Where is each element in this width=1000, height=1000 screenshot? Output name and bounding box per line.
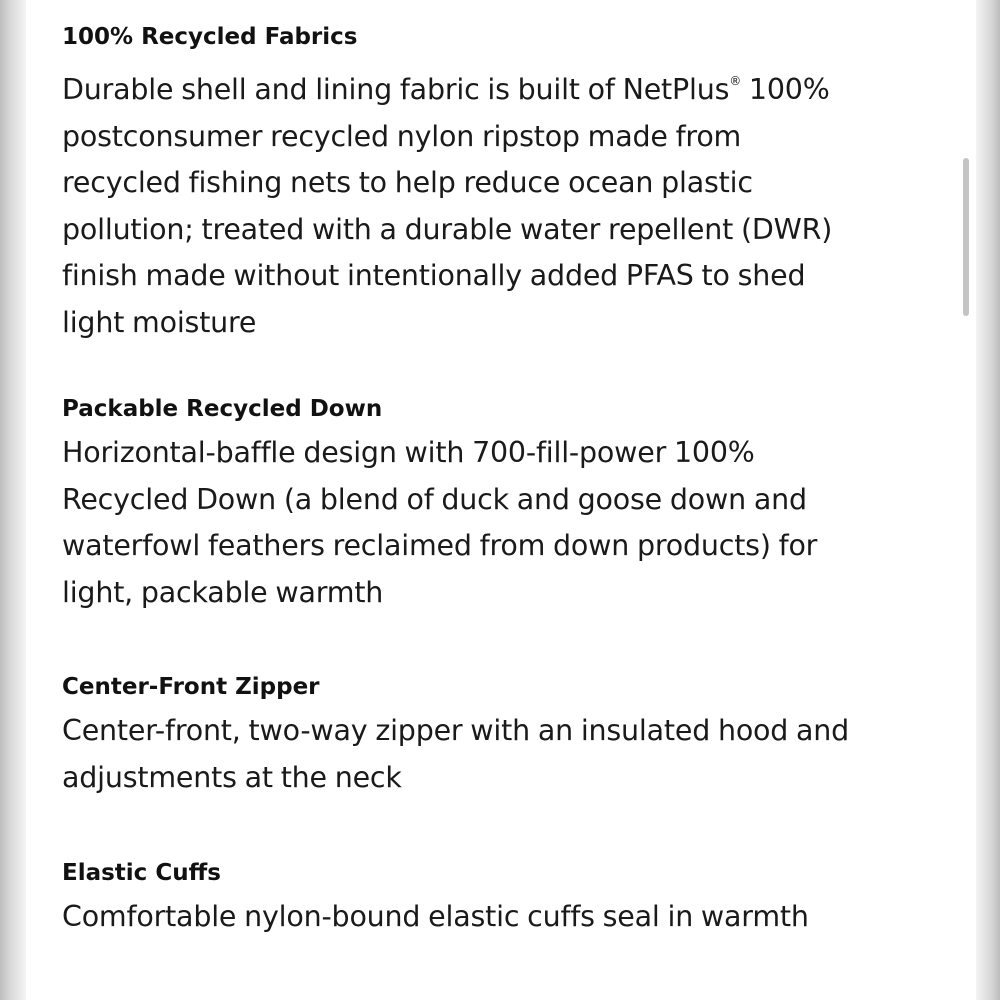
description-line: postconsumer recycled nylon ripstop made from xyxy=(62,119,742,153)
description-line: 100% xyxy=(741,73,830,106)
description-line: Recycled Down (a blend of duck and goose down and xyxy=(62,482,807,516)
feature-title: 100% Recycled Fabrics xyxy=(62,24,358,50)
feature-description xyxy=(62,58,942,346)
description-line: recycled fishing nets to help reduce ocean plastic xyxy=(62,166,753,199)
description-line: pollution; treated with a durable water repellent (DWR) xyxy=(62,212,833,246)
description-line: finish made without intentionally added PFAS to shed xyxy=(62,259,806,292)
description-line: Horizontal-baffle design with 700-fill-power 100% xyxy=(62,436,755,469)
scrollbar-thumb[interactable] xyxy=(963,158,969,316)
description-line: Durable shell and lining fabric is built of NetPlus xyxy=(62,73,730,106)
feature-recycled-fabrics xyxy=(62,22,942,346)
description-line: Center-front, two-way zipper with an insulated hood and xyxy=(62,714,850,747)
feature-packable-down xyxy=(62,394,942,616)
description-line: light moisture xyxy=(62,305,257,339)
description-line: light, packable warmth xyxy=(62,575,384,609)
feature-description xyxy=(62,430,942,616)
left-screen-edge xyxy=(0,0,26,1000)
feature-elastic-cuffs xyxy=(62,858,942,941)
right-screen-edge xyxy=(976,0,1000,1000)
description-line: waterfowl feathers reclaimed from down products) for xyxy=(62,529,818,562)
description-line: adjustments at the neck xyxy=(62,760,402,794)
feature-title: Center-Front Zipper xyxy=(62,674,320,700)
feature-description xyxy=(62,894,942,941)
feature-title: Elastic Cuffs xyxy=(62,860,221,886)
registered-mark: ® xyxy=(729,74,742,88)
description-line: Comfortable nylon-bound elastic cuffs seal in warmth xyxy=(62,900,809,933)
feature-description xyxy=(62,708,942,801)
feature-center-front-zipper xyxy=(62,672,942,801)
feature-title: Packable Recycled Down xyxy=(62,396,383,422)
